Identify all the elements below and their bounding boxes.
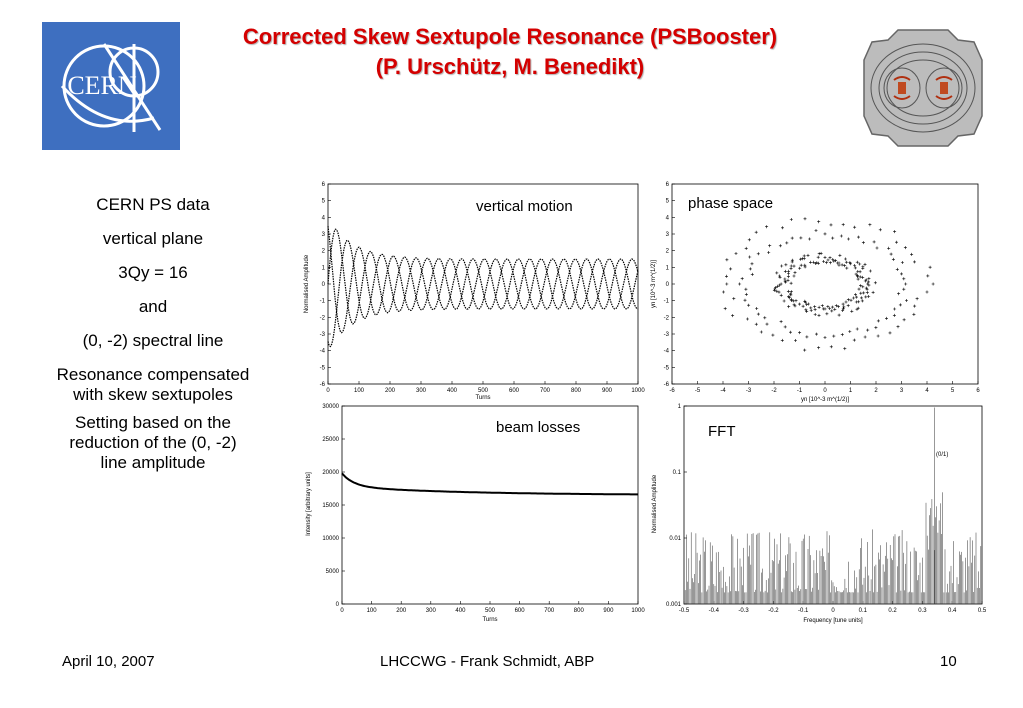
y-tick-label: 25000	[322, 437, 339, 443]
x-tick-label: 1000	[631, 608, 645, 614]
x-tick-label: 900	[603, 608, 614, 614]
x-tick-label: -0.1	[798, 608, 809, 614]
page-title	[190, 22, 830, 82]
x-tick-label: 200	[384, 388, 396, 394]
y-tick-label: -6	[319, 382, 325, 388]
footer-date: April 10, 2007	[62, 653, 155, 670]
x-tick-label: 300	[425, 608, 436, 614]
x-tick-label: 300	[415, 388, 427, 394]
y-axis-label: Normalised Amplitude	[652, 474, 658, 534]
y-tick-label: 3	[665, 232, 669, 238]
fft-label: FFT	[708, 423, 736, 440]
x-tick-label: -0.4	[708, 608, 719, 614]
x-tick-label: 0	[831, 608, 835, 614]
x-tick-label: 2	[874, 388, 878, 394]
x-tick-label: 0.2	[888, 608, 897, 614]
x-axis-label: Frequency [tune units]	[803, 618, 863, 624]
y-tick-label: -3	[663, 332, 669, 338]
y-tick-label: 0	[321, 282, 325, 288]
desc-line-6a: Resonance compensated	[56, 365, 250, 384]
y-tick-label: 15000	[322, 503, 339, 509]
x-axis-label: Turns	[475, 395, 491, 401]
title-line-1: Corrected Skew Sextupole Resonance (PSBooster)	[242, 24, 778, 49]
beam-losses-label: beam losses	[496, 419, 581, 436]
desc-line-2: vertical plane	[102, 229, 204, 248]
beam-losses-plot	[300, 400, 645, 626]
y-tick-label: 0.001	[665, 602, 681, 608]
x-tick-label: 4	[925, 388, 929, 394]
x-tick-label: -0.5	[678, 608, 690, 614]
desc-line-7a: Setting based on the	[75, 413, 231, 432]
y-tick-label: 1	[321, 265, 325, 272]
x-tick-label: 400	[455, 608, 466, 614]
x-tick-label: -1	[796, 388, 803, 394]
y-tick-label: 1	[677, 404, 681, 410]
desc-line-4: and	[138, 297, 168, 316]
peak-annotation: (0/1)	[936, 452, 949, 458]
cern-logo	[42, 22, 180, 150]
y-tick-label: 0.01	[669, 536, 681, 542]
y-tick-label: -1	[663, 298, 669, 305]
y-tick-label: 3	[321, 232, 325, 238]
fft-plot	[650, 400, 990, 628]
x-tick-label: 0	[823, 388, 827, 394]
y-ticks	[322, 404, 345, 608]
y-tick-label: -3	[319, 332, 325, 338]
x-tick-label: 5	[950, 388, 955, 394]
x-tick-label: 0	[326, 388, 330, 394]
x-tick-label: 500	[484, 608, 496, 614]
y-tick-label: 2	[665, 248, 669, 255]
x-tick-label: 100	[366, 608, 377, 614]
page-number: 10	[940, 653, 957, 670]
x-tick-label: -0.3	[738, 608, 749, 614]
x-tick-label: 0.4	[948, 608, 957, 614]
phase-space-label: phase space	[688, 195, 774, 212]
y-tick-label: 5	[321, 198, 325, 205]
x-tick-label: 700	[539, 388, 551, 394]
desc-line-7b: reduction of the (0, -2)	[69, 433, 237, 452]
desc-line-3: 3Qy = 16	[118, 263, 188, 282]
x-tick-label: 600	[508, 388, 520, 394]
y-tick-label: 6	[665, 182, 669, 188]
y-tick-label: 1	[665, 265, 669, 272]
x-tick-label: -0.2	[768, 608, 779, 614]
logo-text: CERN	[67, 71, 137, 100]
vertical-motion-label: vertical motion	[476, 198, 573, 215]
y-tick-label: -4	[319, 348, 325, 355]
x-tick-label: -3	[745, 388, 752, 394]
x-tick-label: 700	[544, 608, 555, 614]
x-tick-label: 1000	[631, 388, 645, 394]
y-tick-label: 0	[335, 602, 339, 608]
y-tick-label: -2	[663, 315, 669, 322]
y-axis-label: Normalised Amplitude	[304, 254, 310, 314]
footer-presenter: LHCCWG - Frank Schmidt, ABP	[380, 653, 595, 670]
y-axis-label: yn [10^-3 m^(1/2)]	[651, 260, 657, 308]
y-tick-label: -1	[319, 298, 325, 305]
y-tick-label: 4	[321, 215, 325, 222]
x-tick-label: 6	[976, 388, 980, 394]
y-tick-label: 20000	[322, 470, 339, 476]
x-tick-label: 0	[340, 608, 344, 614]
y-tick-label: -4	[663, 348, 669, 355]
desc-line-1: CERN PS data	[96, 195, 210, 214]
x-tick-label: 500	[477, 388, 489, 394]
x-tick-label: -2	[771, 388, 777, 394]
desc-line-6	[28, 365, 278, 405]
x-tick-label: 400	[446, 388, 458, 394]
x-tick-label: -6	[669, 388, 675, 394]
x-tick-label: 200	[396, 608, 407, 614]
x-tick-label: 0.1	[858, 608, 867, 614]
y-tick-label: -6	[663, 382, 669, 388]
x-tick-label: 0.5	[977, 608, 987, 614]
x-tick-label: 900	[601, 388, 613, 394]
x-tick-label: 100	[353, 388, 365, 394]
x-tick-label: 600	[514, 608, 525, 614]
x-tick-label: -4	[720, 388, 726, 394]
description-text	[28, 195, 278, 481]
y-axis-label: Intensity [arbitrary units]	[306, 472, 312, 536]
y-tick-label: 6	[321, 182, 325, 188]
y-tick-label: 10000	[322, 536, 339, 542]
y-tick-label: 2	[321, 248, 325, 255]
vertical-motion-plot	[300, 178, 645, 402]
y-tick-label: 0.1	[672, 470, 681, 476]
desc-line-5: (0, -2) spectral line	[82, 331, 224, 350]
x-axis-label: Turns	[482, 617, 498, 623]
y-tick-label: -5	[663, 365, 669, 372]
title-line-2: (P. Urschütz, M. Benedikt)	[375, 54, 645, 79]
y-tick-label: -5	[319, 365, 325, 372]
desc-line-7	[28, 413, 278, 473]
y-tick-label: 4	[665, 215, 669, 222]
x-axis-label: yn [10^-3 m^(1/2)]	[801, 397, 849, 403]
desc-line-7c: line amplitude	[100, 453, 206, 472]
magnet-cross-section-image	[858, 24, 988, 152]
x-tick-label: 800	[573, 608, 584, 614]
y-tick-label: 30000	[322, 404, 339, 410]
x-tick-label: 800	[570, 388, 582, 394]
y-tick-label: 5000	[325, 569, 339, 575]
desc-line-6b: with skew sextupoles	[73, 385, 233, 404]
x-tick-label: 0.3	[918, 608, 927, 614]
x-tick-label: -5	[694, 388, 701, 394]
y-tick-label: 5	[665, 198, 669, 205]
y-tick-label: 0	[665, 282, 669, 288]
x-tick-label: 3	[899, 388, 904, 394]
y-tick-label: -2	[319, 315, 325, 322]
x-tick-label: 1	[848, 388, 853, 394]
